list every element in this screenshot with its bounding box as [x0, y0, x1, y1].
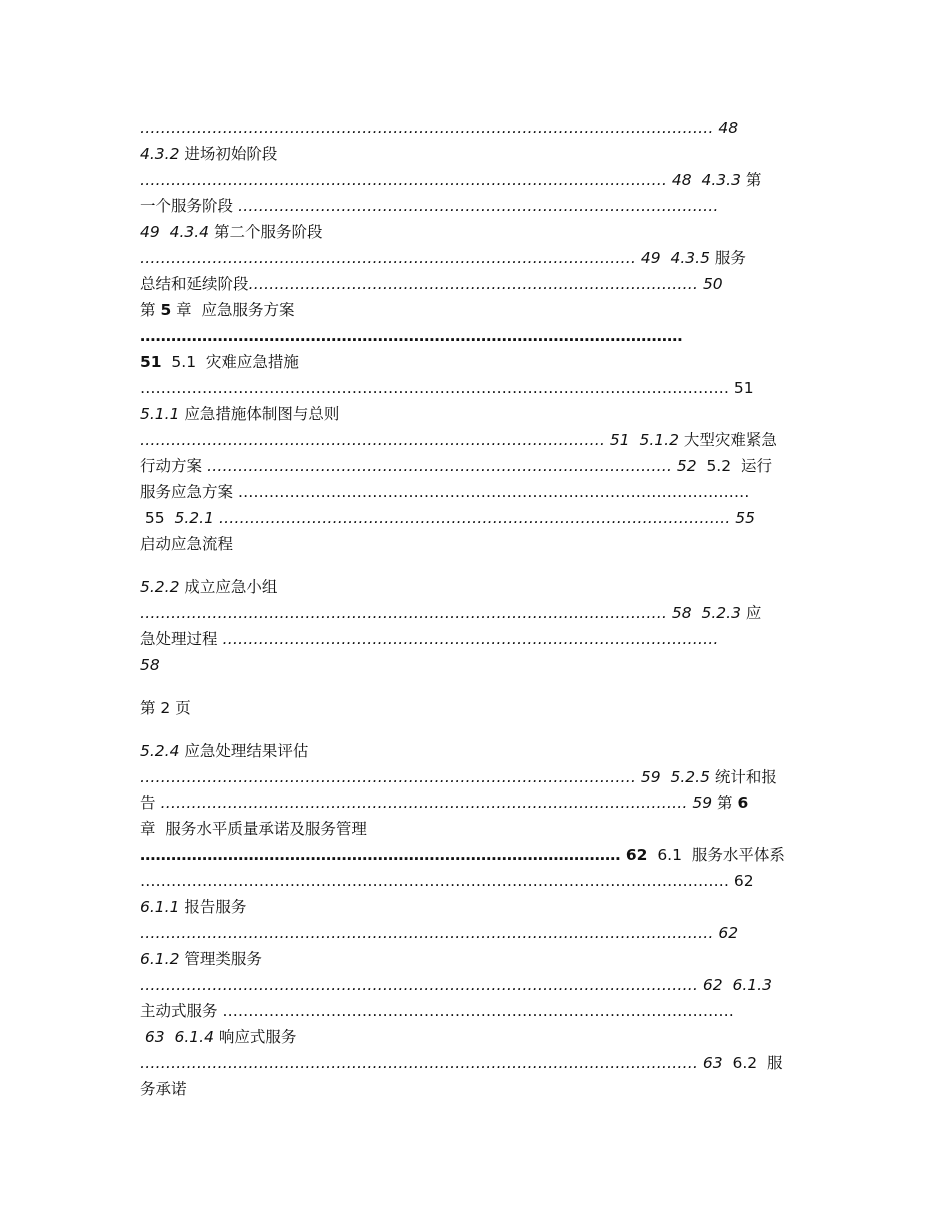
- toc-text-segment: …………………………………………………………………………………………………… 51: [140, 379, 754, 397]
- toc-text-segment: 应急处理结果评估: [179, 742, 309, 760]
- toc-text-segment: 5.2.1 ……………………………………………………………………………………… 55: [174, 509, 756, 527]
- toc-text-segment: 大型灾难紧急: [678, 431, 777, 449]
- toc-line: [140, 427, 820, 453]
- toc-line: [140, 894, 820, 920]
- toc-line: [140, 219, 820, 245]
- toc-text-segment: ………………………………………………………………………………………… 59: [160, 794, 713, 812]
- toc-line: [140, 574, 820, 600]
- toc-line: [140, 868, 820, 894]
- toc-text-segment: 务承诺: [140, 1080, 187, 1098]
- toc-line: [140, 652, 820, 678]
- toc-text-segment: 第: [140, 301, 161, 319]
- toc-text-segment: ……………………………………………………………………………………………: [140, 327, 683, 345]
- toc-line: [140, 790, 820, 816]
- toc-line: [140, 998, 820, 1024]
- toc-text-segment: 第: [740, 171, 762, 189]
- toc-text-segment: ……………………………………………………………………………………: [222, 630, 719, 648]
- toc-line: [140, 193, 820, 219]
- toc-text-segment: 5.1 灾难应急措施: [161, 353, 299, 371]
- toc-line: [140, 323, 820, 349]
- toc-text-segment: 58: [140, 656, 160, 674]
- toc-text-segment: 63 6.1.4: [140, 1028, 214, 1046]
- toc-text-segment: 告: [140, 794, 161, 812]
- toc-line: [140, 479, 820, 505]
- toc-text-segment: …………………………………………………………………………………… 59 5.2.5: [140, 768, 710, 786]
- toc-line: [140, 1076, 820, 1102]
- toc-text-segment: …………………………………………………………………………………… 49 4.3.5: [140, 249, 710, 267]
- toc-text-segment: ………………………………………………………………………………………………… 62: [140, 924, 739, 942]
- toc-line: [140, 920, 820, 946]
- toc-text-segment: 响应式服务: [213, 1028, 297, 1046]
- toc-text-segment: 章 应急服务方案: [171, 301, 295, 319]
- toc-text-segment: 启动应急流程: [140, 535, 234, 553]
- toc-text-segment: 进场初始阶段: [179, 145, 278, 163]
- toc-text-segment: ………………………………………………………………………………………… 58 5.2.3: [140, 604, 741, 622]
- toc-line: [140, 245, 820, 271]
- toc-text-segment: 5: [160, 301, 172, 319]
- toc-line: [140, 375, 820, 401]
- toc-line: [140, 297, 820, 323]
- toc-line: [140, 764, 820, 790]
- toc-text-segment: 5.2.4: [140, 742, 180, 760]
- toc-line: [140, 401, 820, 427]
- toc-text-segment: 一个服务阶段: [140, 197, 238, 215]
- toc-text-segment: 章 服务水平质量承诺及服务管理: [140, 820, 367, 838]
- toc-line: [140, 115, 820, 141]
- toc-line: [140, 271, 820, 297]
- toc-text-segment: 成立应急小组: [179, 578, 278, 596]
- toc-text-segment: 51: [140, 353, 162, 371]
- toc-line: [140, 167, 820, 193]
- toc-text-segment: 5.2.2: [140, 578, 180, 596]
- toc-text-segment: ………………………………………………………………………………………………… 48: [140, 119, 739, 137]
- toc-text-segment: 55: [140, 509, 175, 527]
- toc-line: [140, 695, 820, 721]
- toc-line: [140, 453, 820, 479]
- toc-line: [140, 141, 820, 167]
- toc-text-segment: 6.1.1: [140, 898, 180, 916]
- toc-line: [140, 816, 820, 842]
- toc-text-segment: ………………………………………………………………………………… 62: [140, 846, 648, 864]
- toc-text-segment: 第: [712, 794, 738, 812]
- toc-text-segment: 应急措施体制图与总则: [179, 405, 340, 423]
- toc-text-segment: 4.3.2: [140, 145, 180, 163]
- toc-line: [140, 626, 820, 652]
- toc-line: [140, 531, 820, 557]
- toc-text-segment: 服务应急方案 ………………………………………………………………………………………: [140, 483, 750, 501]
- toc-line: [140, 946, 820, 972]
- toc-text-segment: 管理类服务: [179, 950, 262, 968]
- toc-text-segment: ……………………………………………………………………………………………… 63: [140, 1054, 723, 1072]
- toc-text-segment: 急处理过程: [140, 630, 223, 648]
- toc-text-segment: 6.1.2: [140, 950, 180, 968]
- toc-text-segment: …………………………………………………………………………… 50: [248, 275, 723, 293]
- toc-line: [140, 600, 820, 626]
- toc-text-segment: 6.2 服: [722, 1054, 783, 1072]
- toc-text-segment: ……………………………………………………………………………… 51 5.1.2: [140, 431, 679, 449]
- toc-line: [140, 1024, 820, 1050]
- toc-text-segment: 第二个服务阶段: [209, 223, 323, 241]
- toc-text-segment: 行动方案: [140, 457, 207, 475]
- toc-text-segment: ……………………………………………………………………………… 52: [206, 457, 697, 475]
- toc-text-segment: 6: [737, 794, 749, 812]
- toc-text-segment: ……………………………………………………………………………………………… 62 6.1.3: [140, 976, 772, 994]
- toc-line: [140, 505, 820, 531]
- toc-text-segment: …………………………………………………………………………………………………… 62: [140, 872, 754, 890]
- toc-text-segment: 统计和报: [709, 768, 777, 786]
- toc-text-segment: 49 4.3.4: [140, 223, 210, 241]
- toc-text-segment: 第 2 页: [140, 699, 191, 717]
- toc-line: [140, 349, 820, 375]
- toc-text-segment: 主动式服务 ………………………………………………………………………………………: [140, 1002, 734, 1020]
- toc-text-segment: ………………………………………………………………………………………… 48 4.3.3: [140, 171, 741, 189]
- toc-text-segment: 5.1.1: [140, 405, 180, 423]
- toc-text-segment: 报告服务: [179, 898, 247, 916]
- toc-text-segment: …………………………………………………………………………………: [237, 197, 719, 215]
- toc-text-segment: 5.2 运行: [696, 457, 772, 475]
- toc-line: [140, 972, 820, 998]
- toc-line: [140, 1050, 820, 1076]
- toc-text-segment: 总结和延续阶段: [140, 275, 249, 293]
- toc-text-segment: 6.1 服务水平体系: [647, 846, 785, 864]
- toc-text-segment: 应: [740, 604, 762, 622]
- toc-line: [140, 738, 820, 764]
- toc-line: [140, 842, 820, 868]
- toc-text-segment: 服务: [709, 249, 746, 267]
